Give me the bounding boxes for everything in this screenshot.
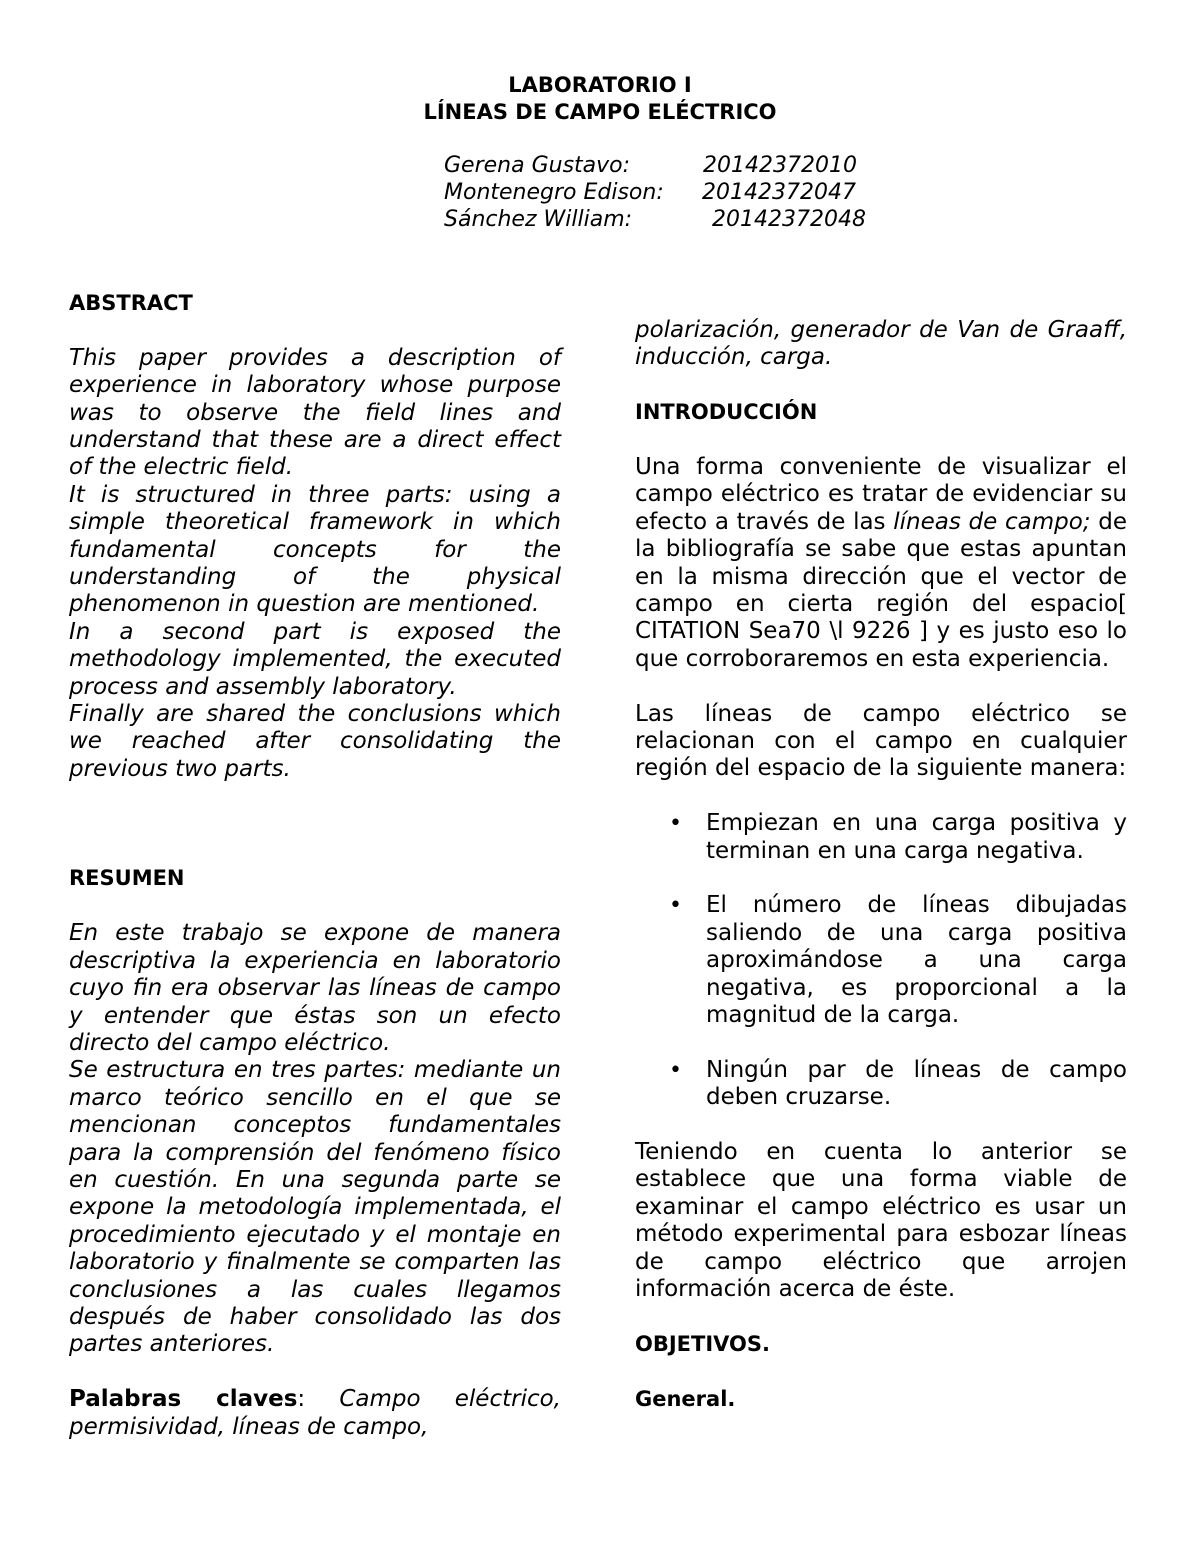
resumen-paragraph: En este trabajo se expone de manera descriptiva la experiencia en laboratorio cuyo fin era observar las líneas de campo y entender que éstas son un efecto directo del campo eléctrico.: [69, 920, 561, 1056]
introduccion-paragraph: Teniendo en cuenta lo anterior se establece que una forma viable de examinar el campo eléctrico es usar un método experimental para esbozar líneas de campo eléctrico que arrojen información acerca de éste.: [635, 1139, 1127, 1303]
introduccion-heading: INTRODUCCIÓN: [635, 400, 818, 425]
introduccion-paragraph: [635, 454, 1127, 673]
intro-text: Una forma conveniente de visualizar el campo eléctrico es tratar de evidenciar su efecto a través de las: [635, 454, 1127, 535]
author-name: Gerena Gustavo:: [444, 153, 631, 178]
introduccion-paragraph: Las líneas de campo eléctrico se relacionan con el campo en cualquier región del espacio de la siguiente manera:: [635, 700, 1127, 782]
author-id: 20142372048: [712, 207, 866, 232]
author-id: 20142372010: [703, 153, 857, 178]
list-item: [635, 892, 1127, 1029]
bullet-icon: •: [669, 893, 682, 919]
list-item: [635, 1057, 1127, 1112]
abstract-paragraph: Finally are shared the conclusions which we reached after consolidating the previous two parts.: [69, 701, 561, 782]
abstract-paragraph: It is structured in three parts: using a simple theoretical framework in which fundamental concepts for the understanding of the physical phenomenon in question are mentioned.: [69, 481, 561, 618]
list-item-text: Ningún par de líneas de campo deben cruzarse.: [706, 1056, 1127, 1111]
keywords-text: Campo eléctrico, permisividad, líneas de campo,: [69, 1386, 561, 1440]
objetivos-general-subheading: General.: [635, 1386, 736, 1411]
keywords-continued: polarización, generador de Van de Graaff, inducción, carga.: [635, 317, 1127, 371]
list-item-text: Empiezan en una carga positiva y terminan en una carga negativa.: [706, 810, 1127, 864]
document-title-line-1: LABORATORIO I: [508, 73, 692, 97]
field-line-properties-list: [635, 810, 1127, 1111]
list-item: [635, 810, 1127, 865]
intro-text: de la bibliografía se sabe que estas apuntan en la misma dirección que el vector de campo en cierta región del espacio[ CITATION Sea70 \l 9226 ] y es justo eso lo que corroboraremos en esta experiencia.: [635, 508, 1127, 672]
abstract-paragraph: In a second part is exposed the methodology implemented, the executed process and assembly laboratory.: [69, 618, 561, 700]
bullet-icon: •: [669, 1057, 682, 1083]
left-column: [69, 290, 561, 1441]
document-title-line-2: LÍNEAS DE CAMPO ELÉCTRICO: [423, 100, 777, 124]
keywords-separator: :: [297, 1386, 306, 1413]
keywords-label: Palabras claves: [69, 1386, 298, 1413]
abstract-paragraph: This paper provides a description of experience in laboratory whose purpose was to observe the field lines and understand that these are a direct effect of the electric field.: [69, 344, 561, 481]
abstract-heading: ABSTRACT: [69, 291, 193, 315]
bullet-icon: •: [669, 811, 682, 837]
author-id: 20142372047: [702, 180, 856, 205]
intro-italic-term: líneas de campo;: [893, 508, 1091, 535]
resumen-heading: RESUMEN: [69, 866, 185, 891]
author-name: Sánchez William:: [444, 207, 633, 232]
resumen-paragraph: Se estructura en tres partes: mediante un marco teórico sencillo en el que se mencionan conceptos fundamentales para la comprensión del fenómeno físico en cuestión. En una segunda parte se expone la metodología implementada, el procedimiento ejecutado y el montaje en laboratorio y finalmente se comparten las conclusiones a las cuales llegamos después de haber consolidado las dos partes anteriores.: [69, 1057, 561, 1358]
keywords-paragraph: [69, 1386, 561, 1441]
list-item-text: El número de líneas dibujadas saliendo de una carga positiva aproximándose a una carga negativa, es proporcional a la magnitud de la carga.: [706, 892, 1127, 1029]
objetivos-heading: OBJETIVOS.: [635, 1331, 770, 1356]
right-column: [635, 317, 1127, 1413]
author-name: Montenegro Edison:: [444, 180, 664, 205]
